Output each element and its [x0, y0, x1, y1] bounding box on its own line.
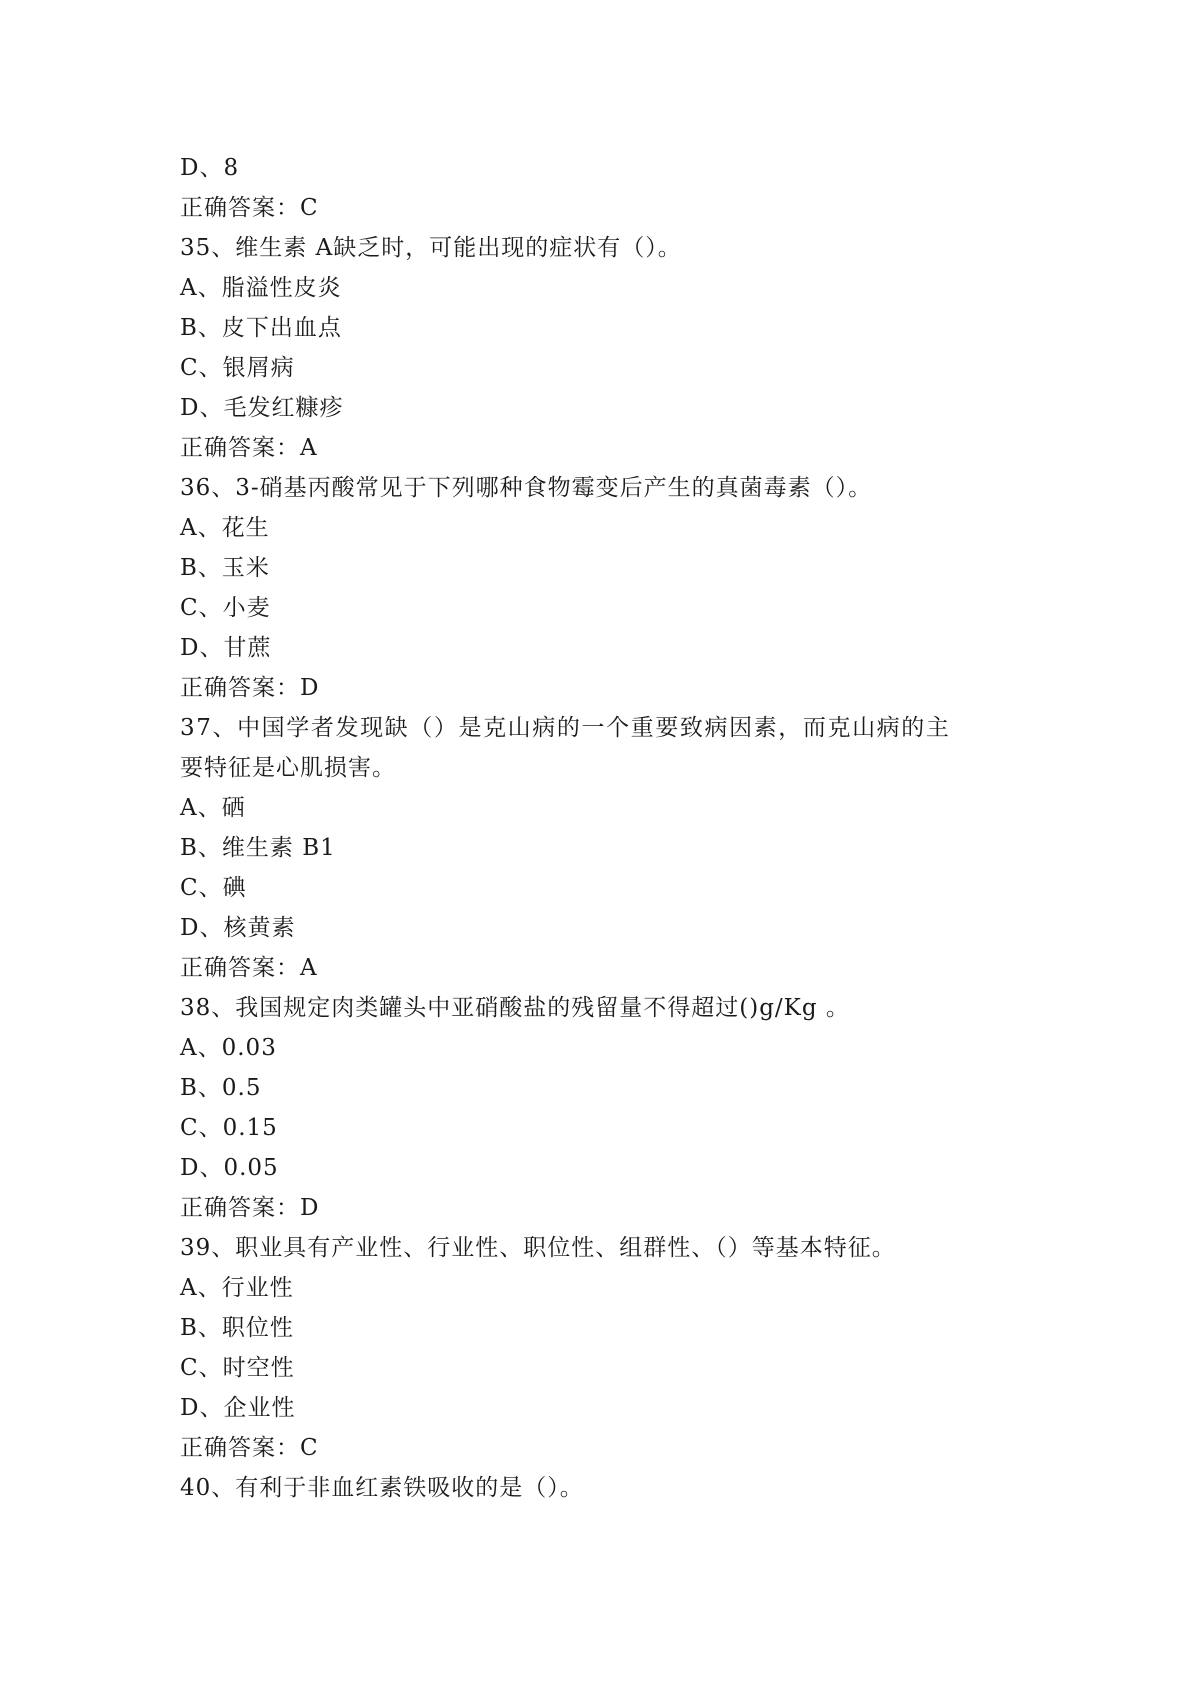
option-line: B、职位性	[180, 1315, 294, 1341]
question-line: 38、我国规定肉类罐头中亚硝酸盐的残留量不得超过()g/Kg 。	[180, 995, 850, 1021]
option-line: A、硒	[180, 795, 246, 821]
question-line: 35、维生素 A缺乏时，可能出现的症状有（）。	[180, 235, 682, 261]
answer-line: 正确答案：C	[180, 195, 319, 221]
option-line: D、核黄素	[180, 915, 296, 941]
option-line: B、0.5	[180, 1075, 262, 1101]
document-body	[180, 148, 1020, 1508]
option-line: C、时空性	[180, 1355, 295, 1381]
question-continuation-line: 要特征是心肌损害。	[180, 755, 396, 781]
option-line: C、0.15	[180, 1115, 278, 1141]
question-line: 36、3-硝基丙酸常见于下列哪种食物霉变后产生的真菌毒素（）。	[180, 475, 873, 501]
option-line: D、甘蔗	[180, 635, 272, 661]
option-line: D、毛发红糠疹	[180, 395, 344, 421]
question-line: 37、中国学者发现缺（）是克山病的一个重要致病因素，而克山病的主	[180, 715, 951, 741]
option-line: A、花生	[180, 515, 270, 541]
option-line: B、皮下出血点	[180, 315, 342, 341]
option-line: D、企业性	[180, 1395, 296, 1421]
option-line: B、维生素 B1	[180, 835, 336, 861]
option-line: D、8	[180, 155, 240, 181]
answer-line: 正确答案：C	[180, 1435, 319, 1461]
option-line: D、0.05	[180, 1155, 279, 1181]
option-line: A、行业性	[180, 1275, 294, 1301]
answer-line: 正确答案：A	[180, 955, 318, 981]
answer-line: 正确答案：D	[180, 675, 320, 701]
option-line: B、玉米	[180, 555, 270, 581]
answer-line: 正确答案：D	[180, 1195, 320, 1221]
answer-line: 正确答案：A	[180, 435, 318, 461]
question-line: 40、有利于非血红素铁吸收的是（）。	[180, 1475, 584, 1501]
option-line: A、脂溢性皮炎	[180, 275, 342, 301]
question-line: 39、职业具有产业性、行业性、职位性、组群性、（）等基本特征。	[180, 1235, 896, 1261]
option-line: C、碘	[180, 875, 247, 901]
option-line: C、银屑病	[180, 355, 295, 381]
option-line: A、0.03	[180, 1035, 277, 1061]
option-line: C、小麦	[180, 595, 271, 621]
